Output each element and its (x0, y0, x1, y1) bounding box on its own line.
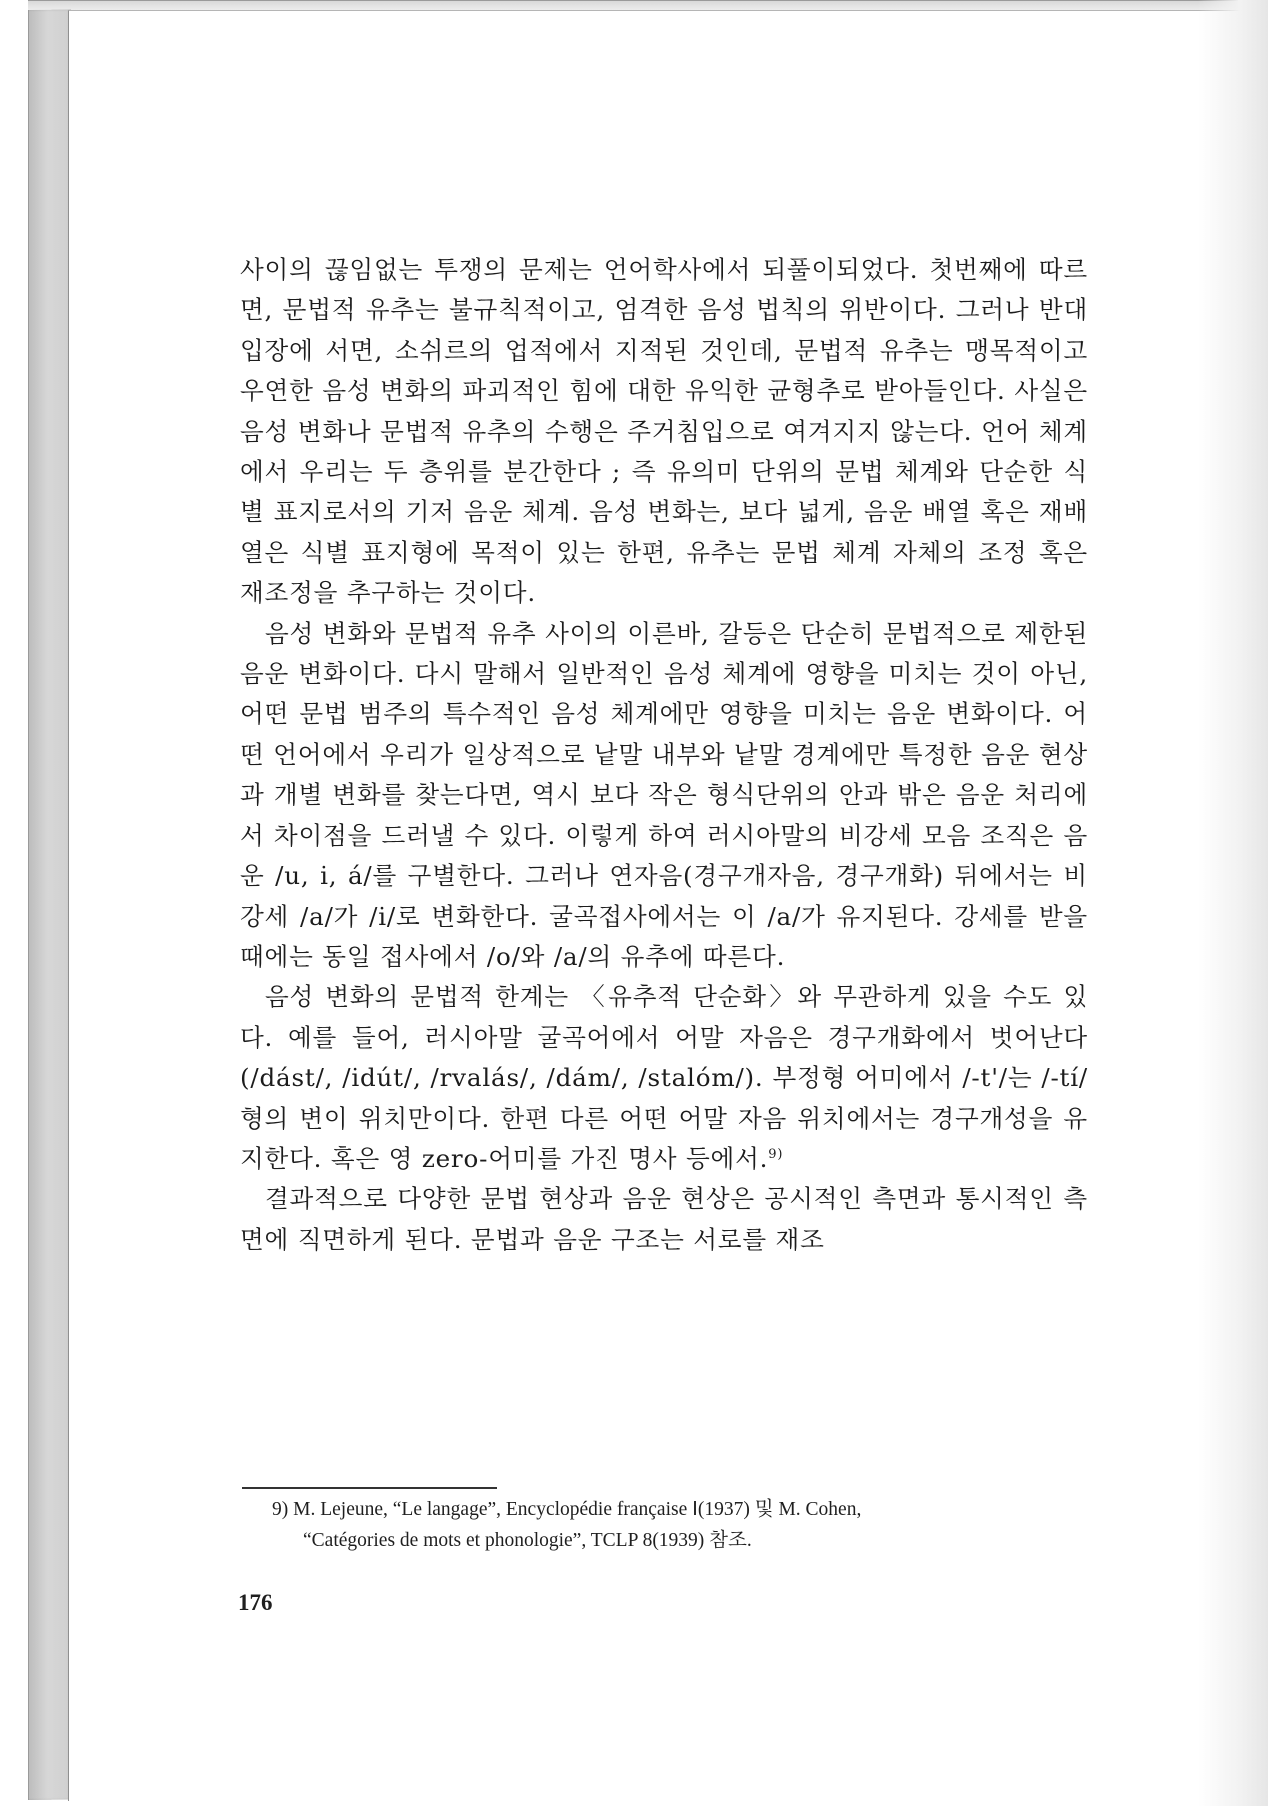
paragraph-1: 사이의 끊임없는 투쟁의 문제는 언어학사에서 되풀이되었다. 첫번째에 따르면, 문법적 유추는 불규칙적이고, 엄격한 음성 법칙의 위반이다. 그러나 반대 입장에 서면, 소쉬르의 업적에서 지적된 것인데, 문법적 유추는 맹목적이고 우연한 음성 변화의 파괴적인 힘에 대한 유익한 균형추로 받아들인다. 사실은 음성 변화나 문법적 유추의 수행은 주거침입으로 여겨지지 않는다. 언어 체계에서 우리는 두 층위를 분간한다 ; 즉 유의미 단위의 문법 체계와 단순한 식별 표지로서의 기저 음운 체계. 음성 변화는, 보다 넓게, 음운 배열 혹은 재배열은 식별 표지형에 목적이 있는 한편, 유추는 문법 체계 자체의 조정 혹은 재조정을 추구하는 것이다. (240, 255, 1088, 608)
paragraph-4: 결과적으로 다양한 문법 현상과 음운 현상은 공시적인 측면과 통시적인 측면에 직면하게 된다. 문법과 음운 구조는 서로를 재조 (240, 1184, 1088, 1254)
paragraph-2: 음성 변화와 문법적 유추 사이의 이른바, 갈등은 단순히 문법적으로 제한된 음운 변화이다. 다시 말해서 일반적인 음성 체계에 영향을 미치는 것이 아닌, 어떤 문법 범주의 특수적인 음성 체계에만 영향을 미치는 음운 변화이다. 어떤 언어에서 우리가 일상적으로 낱말 내부와 낱말 경계에만 특정한 음운 현상과 개별 변화를 찾는다면, 역시 보다 작은 형식단위의 안과 밖은 음운 처리에서 차이점을 드러낼 수 있다. 이렇게 하여 러시아말의 비강세 모음 조직은 음운 /u, i, á/를 구별한다. 그러나 연자음(경구개자음, 경구개화) 뒤에서는 비강세 /a/가 /i/로 변화한다. 굴곡접사에서는 이 /a/가 유지된다. 강세를 받을 때에는 동일 접사에서 /o/와 /a/의 유추에 따른다. (240, 618, 1088, 971)
footnote (272, 1494, 1102, 1556)
footnote-divider (242, 1487, 497, 1489)
footnote-line-2: “Catégories de mots et phonologie”, TCLP 8(1939) 참조. (303, 1530, 752, 1551)
footnote-number: 9) (272, 1499, 289, 1520)
page-number: 176 (238, 1590, 273, 1615)
book-spine-edge (28, 10, 71, 1800)
body-text (240, 250, 1088, 1260)
footnote-line-1: M. Lejeune, “Le langage”, Encyclopédie française Ⅰ(1937) 및 M. Cohen, (293, 1499, 862, 1520)
footnote-reference: 9) (768, 1146, 784, 1162)
paragraph-3-text: 음성 변화의 문법적 한계는 〈유추적 단순화〉와 무관하게 있을 수도 있다. 예를 들어, 러시아말 굴곡어에서 어말 자음은 경구개화에서 벗어난다(/dást/, /idút/, /rvalás/, /dám/, /stalóm/). 부정형 어미에서 /-t'/는 /-tí/형의 변이 위치만이다. 한편 다른 어떤 어말 자음 위치에서는 경구개성을 유지한다. 혹은 영 zero-어미를 가진 명사 등에서. (240, 982, 1088, 1173)
paragraph-3 (240, 977, 1088, 1179)
page-gutter-shadow (1198, 0, 1268, 1806)
